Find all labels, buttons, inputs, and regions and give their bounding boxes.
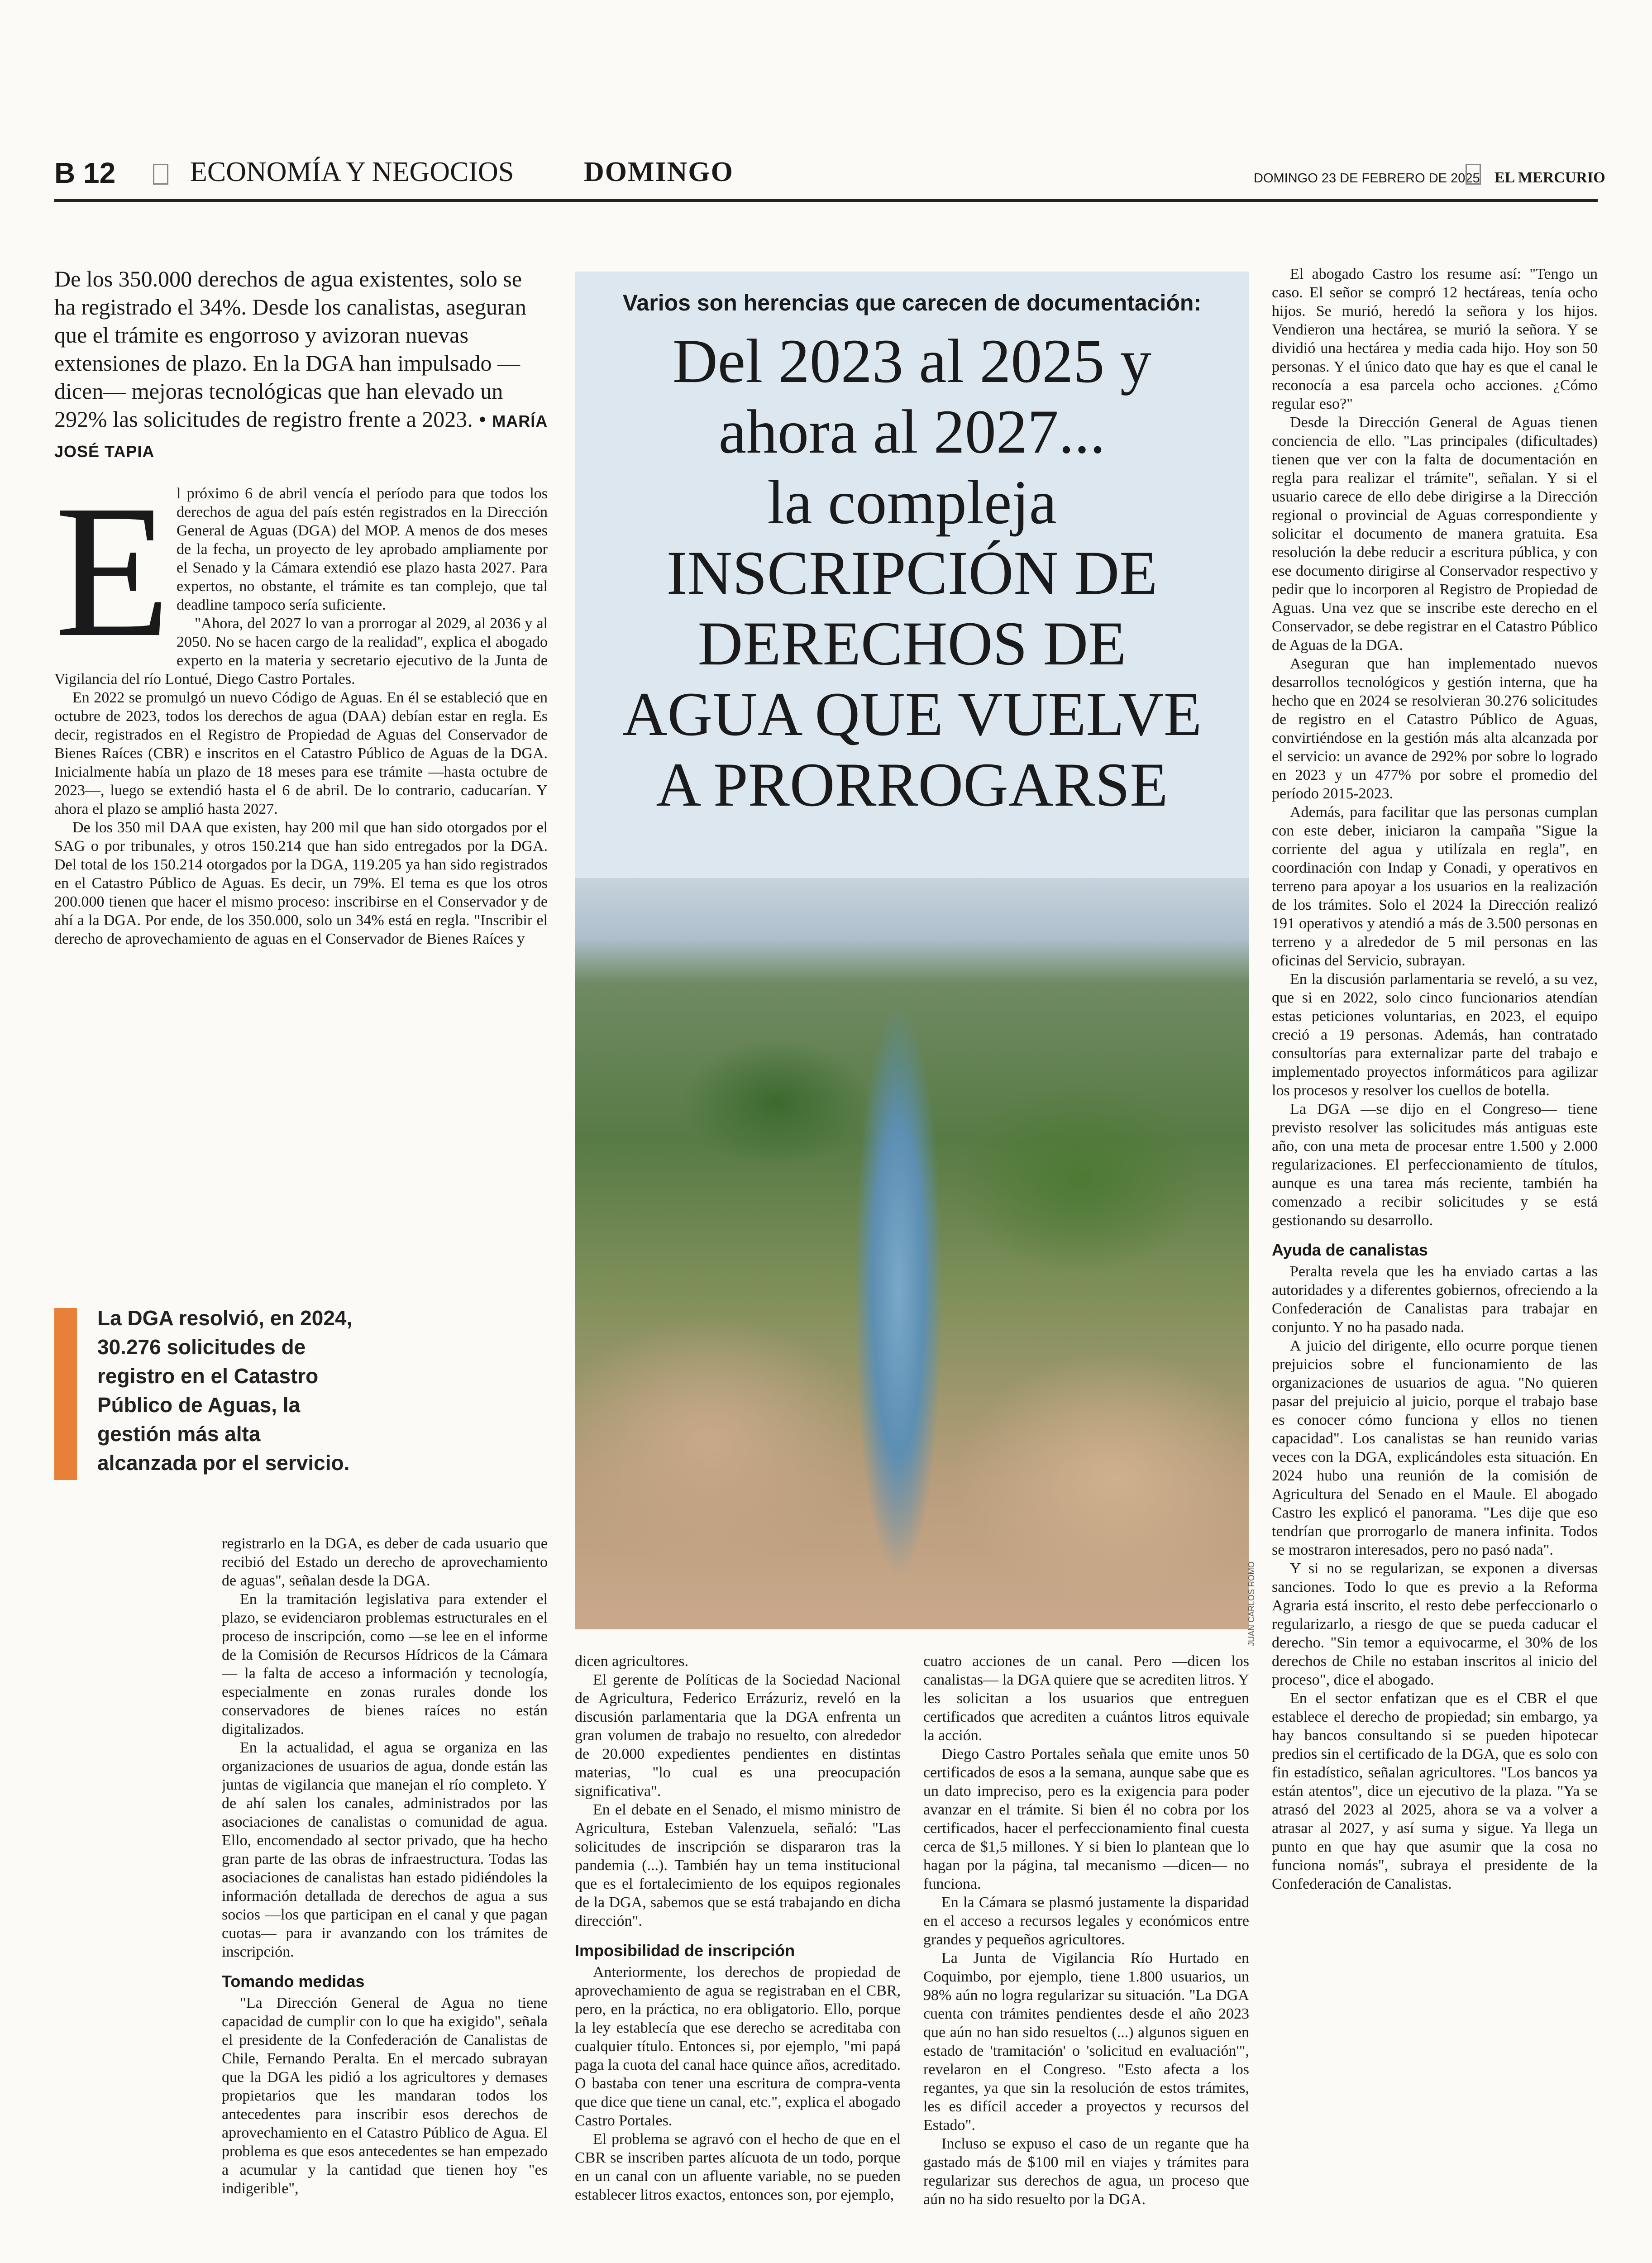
paragraph: Aseguran que han implementado nuevos desarrollos tecnológicos y gestión interna, que ha hecho que en 2024 se resolvieran 30.276 solicitudes de registro en el Catastro Público de Aguas, convirtiéndose en la gestión más alta alcanzada por el servicio: un avance de 292% por sobre lo logrado en 2023 y un 477% por sobre el promedio del período 2015-2023. — [1272, 655, 1598, 802]
paragraph: En el sector enfatizan que es el CBR el que establece el derecho de propiedad; sin embargo, ya hay bancos consultando si se pueden hipotecar predios sin el certificado de la DGA, que es solo con fin estadístico, señalan agricultores. "Los bancos ya están atentos", dice un ejecutivo de la plaza. "Ya se atrasó del 2023 al 2025, ahora se va a volver a atrasar al 2027, y así suma y sigue. Ya llega un punto en que hay que asumir que la cosa no funciona nomás", subraya el presidente de la Confederación de Canalistas. — [1272, 1690, 1598, 1892]
paragraph: La DGA —se dijo en el Congreso— tiene previsto resolver las solicitudes más antiguas este año, con una meta de procesar entre 1.500 y 2.000 regularizaciones. El perfeccionamiento de títulos, aunque es una tarea más reciente, también ha comenzado a recibir solicitudes y se está gestionando su desarrollo. — [1272, 1101, 1598, 1229]
river-photo — [575, 878, 1256, 1647]
headline-line: la compleja — [767, 468, 1057, 537]
lead-summary: De los 350.000 derechos de agua existentes, solo se ha registrado el 34%. Desde los canalistas, aseguran que el trámite es engorroso y avizoran nuevas extensiones de plazo. En la DGA han impulsado —dicen— mejoras tecnológicas que han elevado un 292% las solicitudes de registro frente a 2023. • — [54, 266, 526, 432]
article-column-2 — [575, 1652, 901, 2263]
paragraph: En la discusión parlamentaria se reveló, a su vez, que si en 2022, solo cinco funcionarios atendían estas peticiones voluntarias, en 2023, el equipo creció a 19 personas. Además, han contratado consultorías para externalizar parte del trabajo e implementado proyectos informáticos para agilizar los procesos y resolver los cuellos de botella. — [1272, 971, 1598, 1099]
header-rule — [54, 199, 1598, 202]
lead-text — [54, 265, 548, 466]
paragraph: Y si no se regularizan, se exponen a diversas sanciones. Todo lo que es previo a la Reforma Agraria está inscrito, el resto debe perfeccionarlo o regularizarlo, a riesgo de que se pueda caducar el derecho. "Sin temor a equivocarme, el 30% de los derechos de Chile no estaban inscritos al inicio del proceso", dice el abogado. — [1272, 1560, 1598, 1688]
section-day: DOMINGO — [584, 157, 734, 187]
paragraph: El gerente de Políticas de la Sociedad Nacional de Agricultura, Federico Errázuriz, reveló en la discusión parlamentaria que la DGA enfrenta un gran volumen de trabajo no resuelto, con alrededor de 20.000 expedientes pendientes en distintas materias, "lo cual es una preocupación significativa". — [575, 1671, 901, 1800]
pullquote-text: La DGA resolvió, en 2024, 30.276 solicitudes de registro en el Catastro Público de Aguas, la gestión más alta alcanzada por el servicio. — [97, 1306, 353, 1475]
pullquote-bar — [54, 1308, 77, 1480]
paragraph: "Ahora, del 2027 lo van a prorrogar al 2029, al 2036 y al 2050. No se hacen cargo de la realidad", explica el abogado experto en la materia y secretario ejecutivo de la Junta de Vigilancia del río Lontué, Diego Castro Portales. — [54, 615, 548, 687]
section-icon — [153, 164, 168, 185]
headline-line: A PRORROGARSE — [656, 750, 1168, 819]
paragraph: En 2022 se promulgó un nuevo Código de Aguas. En él se estableció que en octubre de 2023, todos los derechos de agua (DAA) debían estar en regla. Es decir, registrados en el Registro de Propiedad de Aguas del Conservador de Bienes Raíces (CBR) e inscritos en el Catastro Público de Aguas de la DGA. Inicialmente había un plazo de 18 meses para ese trámite —hasta octubre de 2023—, luego se extendió hasta el 6 de abril. De lo contrario, caducarían. Y ahora el plazo se amplió hasta 2027. — [54, 689, 548, 817]
paragraph: En la Cámara se plasmó justamente la disparidad en el acceso a recursos legales y económicos entre grandes y pequeños agricultores. — [923, 1894, 1249, 1948]
article-column-4 — [1272, 265, 1598, 2263]
paragraph: En el debate en el Senado, el mismo ministro de Agricultura, Esteban Valenzuela, señaló: "Las solicitudes de inscripción se dispararon tras la pandemia (...). También hay un tema institucional que es el fortalecimiento de los equipos regionales de la DGA, sabemos que se está trabajando en dicha dirección". — [575, 1801, 901, 1929]
paragraph: En la actualidad, el agua se organiza en las organizaciones de usuarios de agua, donde están las juntas de vigilancia que manejan el río completo. Y de ahí salen los canales, administrados por las asociaciones de canalistas o comunidad de agua. Ello, encomendado al sector privado, que ha hecho gran parte de las obras de infraestructura. Todas las asociaciones de canalistas han estado pidiéndoles la información detallada de derechos de agua a sus socios —los que participan en el canal y que pagan cuotas— para ir avanzando con los trámites de inscripción. — [222, 1739, 548, 1960]
paragraph: A juicio del dirigente, ello ocurre porque tienen prejuicios sobre el funcionamiento de las organizaciones de usuarios de agua. "No quieren pasar del prejuicio al juicio, porque el trabajo base es conocer cómo funciona y ellos no tienen capacidad". Los canalistas se han reunido varias veces con la DGA, explicándoles esta situación. En 2024 hubo una reunión de la comisión de Agricultura del Senado en el Maule. El abogado Castro les explicó el panorama. "Les dije que eso tendrían que prorrogarlo de manera infinita. Todos se mostraron interesados, pero no pasó nada". — [1272, 1337, 1598, 1558]
paragraph: Además, para facilitar que las personas cumplan con este deber, iniciaron la campaña "Sigue la corriente del agua y utilízala en regla", en coordinación con Indap y Conadi, y operativos en terreno para apoyar a los usuarios en la realización de los trámites. Solo el 2024 la Dirección realizó 191 operativos y atendió a más de 3.500 personas en terreno y a alrededor de 5 mil personas en las oficinas del Servicio, subrayan. — [1272, 804, 1598, 969]
headline-line: ahora al 2027... — [718, 397, 1106, 466]
subhead: Ayuda de canalistas — [1272, 1241, 1428, 1259]
subhead: Imposibilidad de inscripción — [575, 1941, 795, 1960]
headline-line: DERECHOS DE — [697, 609, 1127, 678]
paragraph: Diego Castro Portales señala que emite unos 50 certificados de esos a la semana, aunque sabe que es un dato impreciso, pero es la exigencia para poder avanzar en el trámite. Si bien él no cobra por los certificados, hacer el perfeccionamiento final cuesta cerca de $1,5 millones. Y si bien lo plantean que lo hagan por la página, tal mecanismo —dicen— no funciona. — [923, 1746, 1249, 1892]
paragraph: Desde la Dirección General de Aguas tienen conciencia de ello. "Las principales (dificultades) tienen que ver con la falta de documentación en regla para realizar el trámite", señalan. Y si el usuario carece de ello debe dirigirse a la Dirección regional o provincial de Aguas correspondiente y solicitar el documento de manera gratuita. Esa resolución la debe reducir a escritura pública, y con ese documento dirigirse al Conservador respectivo y pedir que lo incorporen al Registro de Propiedad de Aguas. Una vez que se inscribe este derecho en el Conservador, se debe registrar en el Catastro Público de Aguas de la DGA. — [1272, 414, 1598, 654]
paragraph: En la tramitación legislativa para extender el plazo, se evidenciaron problemas estructurales en el proceso de inscripción, como —se lee en el informe de la Comisión de Recursos Hídricos de la Cámara— la falta de acceso a información y tecnología, especialmente en zonas rurales donde los conservadores de bienes raíces no están digitalizados. — [222, 1591, 548, 1738]
paragraph: cuatro acciones de un canal. Pero —dicen los canalistas— la DGA quiere que se acrediten litros. Y les solicitan a los usuarios que entreguen certificados que acrediten a cuántos litros equivale la acción. — [923, 1653, 1249, 1744]
headline — [575, 326, 1249, 820]
headline-line: INSCRIPCIÓN DE — [666, 538, 1158, 607]
article-column-1a — [54, 466, 548, 1254]
headline-kicker: Varios son herencias que carecen de documentación: — [622, 290, 1202, 315]
subhead: Tomando medidas — [222, 1972, 365, 1991]
paragraph: dicen agricultores. — [575, 1653, 689, 1670]
issue-date: DOMINGO 23 DE FEBRERO DE 2025 — [1254, 171, 1480, 186]
masthead-name: EL MERCURIO — [1494, 169, 1605, 186]
paragraph: Anteriormente, los derechos de propiedad de aprovechamiento de agua se registraban en el CBR, pero, en la práctica, no era obligatorio. Ello, porque la ley establecía que ese derecho se acreditaba con cualquier título. Entonces si, por ejemplo, "mi papá paga la cuota del canal hace quince años, acreditado. O bastaba con tener una escritura de compra-venta que dice que tiene un canal, etc.", explica el abogado Castro Portales. — [575, 1964, 901, 2129]
section-title: ECONOMÍA Y NEGOCIOS — [190, 157, 514, 187]
paragraph: "La Dirección General de Agua no tiene capacidad de cumplir con lo que ha exigido", señala el presidente de la Confederación de Canalistas de Chile, Fernando Peralta. En el mercado subrayan que la DGA les pidió a los agricultores y demases propietarios que les mandaran todos los antecedentes para inscribir esos derechos de aprovechamiento en el Catastro Público de Agua. El problema es que esos antecedentes se han empezado a acumular y la cantidad que tienen hoy "es indigerible", — [222, 1995, 548, 2197]
paragraph: registrarlo en la DGA, es deber de cada usuario que recibió del Estado un derecho de aprovechamiento de aguas", señalan desde la DGA. — [222, 1535, 548, 1589]
paragraph: De los 350 mil DAA que existen, hay 200 mil que han sido otorgados por el SAG o por tribunales, y otros 150.214 que han sido entregados por la DGA. Del total de los 150.214 otorgados por la DGA, 119.205 ya han sido registrados en el Catastro Público de Aguas. Es decir, un 79%. El tema es que los otros 200.000 tienen que hacer el mismo proceso: inscribirse en el Conservador y de ahí a la DGA. Por ende, de los 350.000, solo un 34% está en regla. "Inscribir el derecho de aprovechamiento de aguas en el Conservador de Bienes Raíces y — [54, 819, 548, 947]
article-column-1c — [222, 1534, 548, 2263]
page-number: B 12 — [54, 157, 116, 189]
paragraph: El abogado Castro los resume así: "Tengo un caso. El señor se compró 12 hectáreas, tenía ocho hijos. Se murió, heredó la señora y los hijos. Vendieron una hectárea, se murió la señora. Y se dividió una hectárea y media cada hijo. Hoy son 50 personas. Y el único dato que hay es que el canal le reconocía a esa parcela ocho acciones. ¿Cómo regular eso?" — [1272, 266, 1598, 412]
headline-box — [575, 272, 1249, 896]
masthead-icon — [1466, 164, 1481, 185]
lead-byline: MARÍA JOSÉ TAPIA — [54, 412, 547, 461]
paragraph: Peralta revela que les ha enviado cartas a las autoridades y a diferentes gobiernos, ofreciendo a la Confederación de Canalistas para trabajar en conjunto. Y no ha pasado nada. — [1272, 1263, 1598, 1336]
drop-cap: E — [54, 466, 171, 676]
article-column-3 — [923, 1652, 1249, 2263]
photo-credit: JUAN CARLOS ROMO — [1247, 1561, 1256, 1647]
paragraph: La Junta de Vigilancia Río Hurtado en Coquimbo, por ejemplo, tiene 1.800 usuarios, un 98% aún no logra regularizar su situación. "La DGA cuenta con trámites pendientes desde el año 2023 que aún no han sido resueltos (...) algunos siguen en estado de 'tramitación' o 'solicitud en evaluación'", revelaron en el Congreso. "Esto afecta a los regantes, ya que sin la resolución de estos trámites, les es difícil acceder a proyectos y recursos del Estado". — [923, 1950, 1249, 2134]
headline-line: Del 2023 al 2025 y — [673, 326, 1151, 396]
paragraph: El problema se agravó con el hecho de que en el CBR se inscriben partes alícuota de un todo, porque en un canal con un afluente variable, no se pueden establecer litros exactos, entonces son, por ejemplo, — [575, 2131, 901, 2203]
paragraph: Incluso se expuso el caso de un regante que ha gastado más de $100 mil en viajes y trámites para regularizar sus derechos de agua, un proceso que aún no ha sido resuelto por la DGA. — [923, 2135, 1249, 2208]
headline-line: AGUA QUE VUELVE — [622, 679, 1202, 749]
paragraph: l próximo 6 de abril vencía el período para que todos los derechos de agua del país estén registrados en la Dirección General de Aguas (DGA) del MOP. A menos de dos meses de la fecha, un proyecto de ley aprobado ampliamente por el Senado y la Cámara extendió ese plazo hasta 2027. Para expertos, no obstante, el trámite es tan complejo, que tal deadline tampoco sería suficiente. — [177, 485, 548, 613]
